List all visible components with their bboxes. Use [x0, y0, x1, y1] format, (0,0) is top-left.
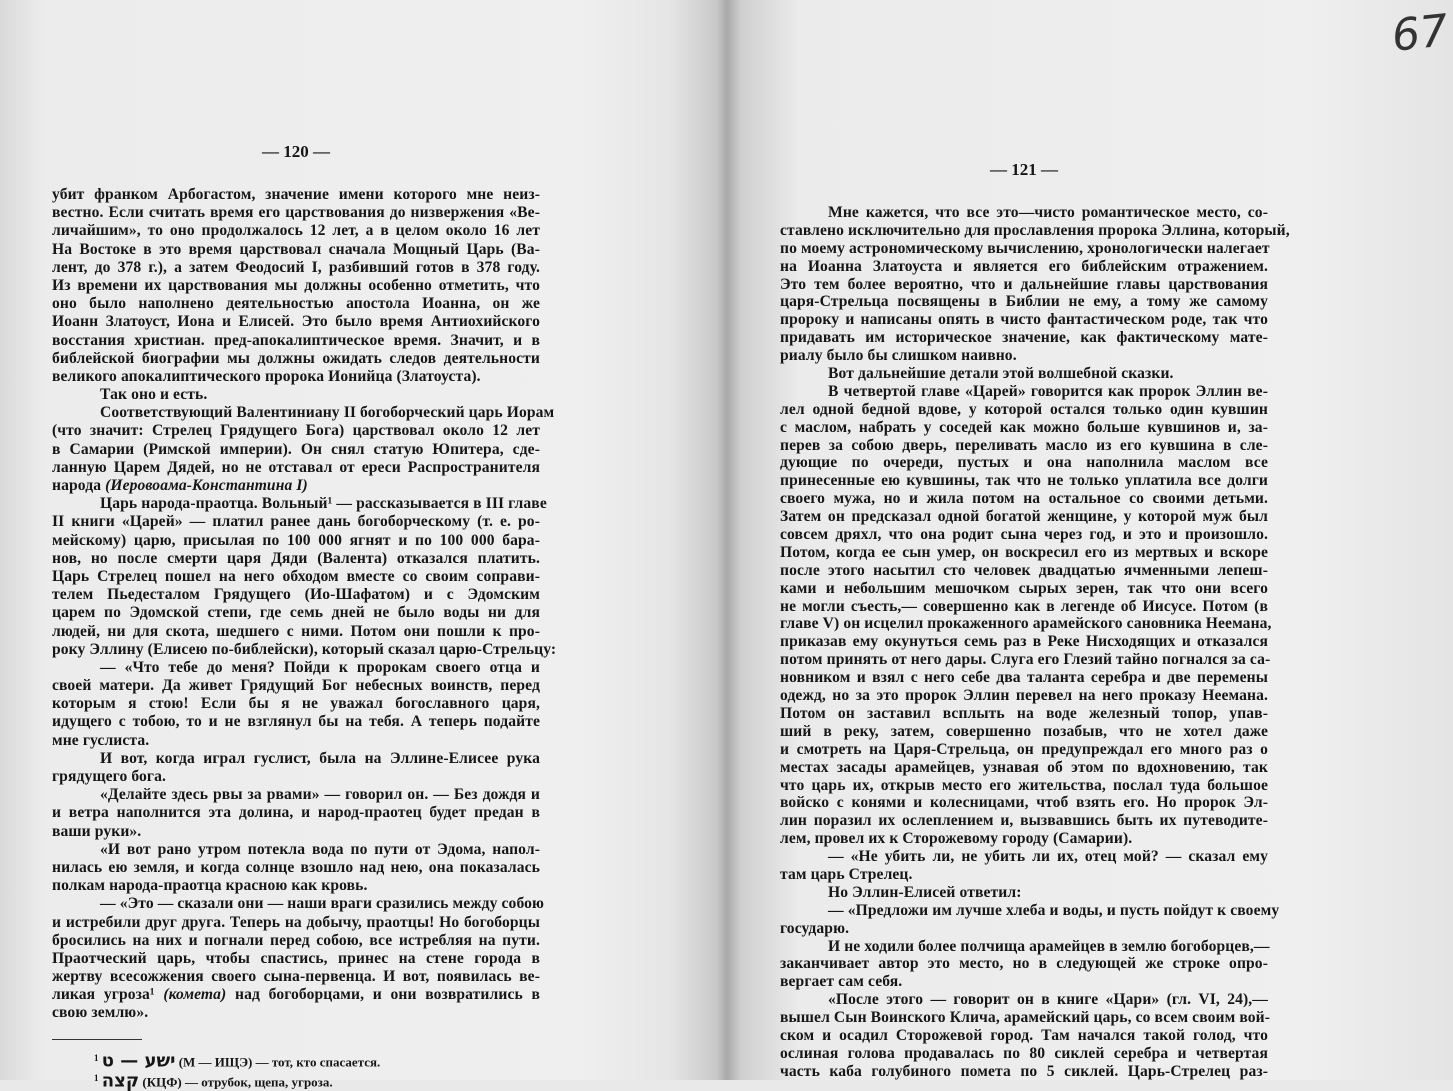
text-line: телем Пьедесталом Грядущего (Ио-Шафатом) и с Эдомским: [52, 586, 540, 604]
paragraph: [780, 848, 1268, 884]
hebrew-word: קצה: [101, 1070, 140, 1091]
paragraph: [780, 938, 1268, 992]
text-line: там царь Стрелец.: [780, 865, 913, 883]
text-line: Соответствующий Валентиниану II богоборческий царь Иорам: [100, 404, 555, 422]
text-line: свою землю».: [52, 1004, 149, 1022]
footnotes: [52, 1050, 540, 1091]
text-line: Праотческий царь, чтобы спастись, принес на стене города в: [52, 949, 540, 967]
text-line: царем по Эдомской степи, где семь дней не было воды ни для: [52, 604, 540, 622]
footnote-mark: 1: [94, 1052, 99, 1063]
text-line: своего мужа, но и жила потом на остальное со своими детьми.: [780, 490, 1268, 508]
handwritten-page-number: 67: [1389, 5, 1451, 62]
text-line: И вот, когда играл гуслист, была на Эллине-Елисее рука: [100, 749, 540, 767]
text-line: в Самарии (Римской империи). Он снял статую Юпитера, сде-: [52, 440, 540, 458]
text-line: местах засады арамейцев, узнавая об этом по вдохновению, так: [780, 758, 1268, 776]
text-line: принесенные ею кувшины, так что не только уплатила все долги: [780, 472, 1268, 490]
paragraph: [52, 841, 540, 896]
text-line: вестно. Если считать время его царствования до низвержения «Ве-: [52, 204, 540, 222]
text-line: Царь Стрелец пошел на него обходом вместе со своим соправи-: [52, 567, 540, 585]
text-line: И не ходили более полчища арамейцев в землю богоборцев,—: [828, 937, 1270, 955]
text-line: которым я стою! Если бы я не уважал богославного царя,: [52, 695, 540, 713]
text-line: Мне кажется, что все это—чисто романтическое место, со-: [828, 204, 1268, 221]
hebrew-word: ישע — ט: [101, 1049, 176, 1071]
text-line: и истребили друг друга. Теперь на добычу, праотцы! Но богоборцы: [52, 913, 540, 931]
page-number-right: — 121 —: [990, 160, 1058, 179]
paragraph: [780, 204, 1290, 365]
text-line: — «Это — сказали они — наши враги сразились между собою: [100, 895, 545, 913]
text-line: что царь их, открыв место его жительства, послал туда большое: [780, 776, 1268, 794]
text-line: перев за собою дверь, переливать масло из его кувшина в сле-: [780, 436, 1268, 454]
page-number-left: — 120 —: [262, 142, 330, 161]
right-page: [780, 158, 1290, 1081]
footnote-text: (М — ИЩЭ) — тот, кто спасается.: [175, 1053, 381, 1069]
text-line: и смотреть на Царя-Стрельца, он предупреждал его много раз о: [780, 740, 1268, 758]
text-line: вышел Сын Воинского Клича, арамейский царь, со всем своим вой-: [780, 1009, 1271, 1027]
text-line: убит франком Арбогастом, значение имени которого мне неиз-: [52, 186, 540, 203]
text-line: ланную Царем Дядей, но не отставал от ереси Распространителя: [52, 458, 540, 476]
text-line: личайшим», то оно продолжалось 12 лет, а в целом около 16 лет: [52, 222, 540, 240]
text-line: В четвертой главе «Царей» говорится как пророк Эллин ве-: [828, 382, 1268, 400]
text-line: ослиная голова продавалась по 80 сиклей серебра и четвертая: [780, 1044, 1268, 1062]
footnote-mark: 1: [94, 1072, 99, 1083]
text-line: своей матери. Да живет Грядущий Бог небесных воинств, перед: [52, 677, 540, 695]
text-line: одежд, но за это пророк Эллин перевел на него проказу Неемана.: [780, 687, 1268, 705]
text-line: заканчивает автор это место, но в следующей же строке опро-: [780, 955, 1268, 973]
text-line: бросились на них и погнали перед собою, все истребляя на пути.: [52, 931, 540, 949]
paragraph: [780, 382, 1272, 848]
text-line: Затем он предсказал одной богатой женщине, у которой муж был: [780, 508, 1268, 526]
text-line: великого апокалиптического пророка Ионийца (Златоуста).: [52, 367, 481, 385]
footnote-divider: [52, 1039, 142, 1040]
paragraph: [52, 186, 540, 386]
text-line: На Востоке в это время царствовал сначала Мощный Царь (Ва-: [52, 240, 540, 258]
text-line: и ветра наполнится эта долина, и народ-праотец будет предан в: [52, 804, 540, 822]
text-segment: над богоборцами, и они возвратились в: [226, 986, 540, 1004]
footnote: [52, 1070, 540, 1090]
text-line: лент, до 378 г.), а затем Феодосий I, разбивший готов в 378 году.: [52, 258, 540, 276]
text-line: (что значит: Стрелец Грядущего Бога) царствовал около 12 лет: [52, 422, 540, 440]
text-line: дующие по очереди, пустых и она наполнила маслом все: [780, 454, 1268, 472]
footnote-text: (КЦФ) — отрубок, щепа, угроза.: [139, 1074, 333, 1090]
paragraph: [52, 750, 540, 786]
right-page-body: [780, 204, 1290, 1081]
italic-text: (Иеровоама-Константина I): [105, 477, 308, 494]
left-page-body: [52, 186, 557, 1023]
text-line: ваши руки».: [52, 822, 142, 840]
paragraph: [780, 365, 1268, 383]
text-line: Иоанн Златоуст, Иона и Елисей. Это было время Антиохийского: [52, 313, 540, 331]
text-line: на Иоанна Златоуста и является его библейским отражением.: [780, 257, 1268, 275]
text-line: Так оно и есть.: [100, 386, 208, 404]
text-line: [52, 477, 540, 495]
text-line: грядущего бога.: [52, 768, 167, 785]
text-line: новником и взял с него себе два таланта серебра и две перемены: [780, 669, 1268, 687]
text-line: совсем дряхл, что она родит сына через год, и это и произошло.: [780, 526, 1268, 544]
text-line: Потом, когда ее сын умер, он воскресил его из мертвых и вскоре: [780, 543, 1268, 561]
text-line: року Эллину (Елисею по-библейски), который сказал царю-Стрельцу:: [52, 640, 557, 658]
text-line: — «Не убить ли, не убить ли их, отец мой? — сказал ему: [828, 848, 1268, 866]
text-line: — «Предложи им лучше хлеба и воды, и пусть пойдут к своему: [828, 901, 1280, 919]
paragraph: [52, 404, 555, 495]
paragraph: [780, 991, 1271, 1080]
text-line: риалу было бы слишком наивно.: [780, 347, 1017, 365]
text-line: Потом он заставил всплыть на воде железный топор, упав-: [780, 704, 1268, 722]
text-line: Из времени их царствования мы должны особенно отметить, что: [52, 276, 540, 294]
text-line: Царь народа-праотца. Вольный¹ — рассказывается в III главе: [100, 495, 547, 513]
text-line: людей, ни для скота, шедшего с ними. Потом они пошли к про-: [52, 622, 540, 640]
text-line: жертву всесожжения своего сына-первенца. И вот, появилась ве-: [52, 968, 540, 986]
text-line: библейской биографии мы должны ожидать следов деятельности: [52, 349, 540, 367]
italic-text: (комета): [163, 986, 227, 1004]
paragraph: [52, 495, 557, 659]
text-line: «Делайте здесь рвы за рвами» — говорил он. — Без дождя и: [100, 786, 540, 804]
text-line: войско с конями и колесницами, чтоб взять его. Но пророк Эл-: [780, 794, 1268, 812]
text-line: Это тем более вероятно, что и дальнейшие главы царствования: [780, 275, 1268, 293]
text-line: потом принять от него дары. Слуга его Глезий тайно погнался за са-: [780, 651, 1271, 669]
text-line: — «Что тебе до меня? Пойди к пророкам своего отца и: [100, 658, 540, 676]
text-line: лин поразил их ослеплением и, вызвавшись быть их путеводите-: [780, 812, 1268, 830]
text-line: государю.: [780, 919, 850, 937]
text-line: главе V) он исцелил прокаженного арамейского сановника Неемана,: [780, 615, 1272, 633]
text-line: ставлено исключительно для прославления пророка Эллина, который,: [780, 221, 1290, 239]
text-line: мне гуслиста.: [52, 731, 150, 749]
text-line: II книги «Царей» — платил ранее дань богоборческому (т. е. ро-: [52, 513, 540, 531]
text-line: часть каба голубиного помета по 5 сиклей. Царь-Стрелец раз-: [780, 1062, 1268, 1080]
text-segment: ликая угроза¹: [52, 986, 164, 1004]
text-line: полкам народа-праотца красною как кровь.: [52, 877, 368, 895]
text-line: после этого насытил сто человек двадцатью ячменными лепеш-: [780, 561, 1268, 579]
text-line: приказав ему окунуться семь раз в Реке Нисходящих и отказался: [780, 633, 1268, 651]
text-line: ском и осадил Сторожевой город. Там начался такой голод, что: [780, 1026, 1268, 1044]
text-line: ший в реку, затем, совершенно позабыв, что не хотел даже: [780, 722, 1268, 740]
paragraph: [52, 895, 545, 1022]
text-line: с маслом, набрать у соседей как можно больше кувшинов и, за-: [780, 418, 1268, 436]
paragraph: [52, 786, 540, 841]
paragraph: [780, 901, 1280, 938]
text-line: идущего с тобою, то и не взглянул бы на тебя. А теперь подайте: [52, 713, 540, 731]
text-line: [52, 986, 540, 1004]
text-line: «После этого — говорит он в книге «Цари» (гл. VI, 24),—: [828, 991, 1268, 1009]
text-line: лел одной бедной вдове, у которой остался только один кувшин: [780, 400, 1268, 418]
text-line: Вот дальнейшие детали этой волшебной сказки.: [828, 365, 1174, 383]
text-line: лем, провел их к Сторожевому городу (Самарии).: [780, 830, 1133, 848]
text-line: «И вот рано утром потекла вода по пути от Эдома, напол-: [100, 840, 540, 858]
text-line: восстания христиан. пред-апокалиптическое время. Значит, и в: [52, 331, 540, 349]
left-page: [52, 140, 557, 1091]
text-line: придавать им историческое значение, как фактическому мате-: [780, 329, 1268, 347]
text-line: ками и небольшим мешочком сырых зерен, так что они всего: [780, 579, 1268, 597]
text-line: Но Эллин-Елисей ответил:: [828, 883, 1022, 901]
text-line: по моему астрономическому вычислению, хронологически налегает: [780, 239, 1270, 257]
text-segment: народа: [52, 477, 106, 494]
text-line: нилась ею земля, и когда солнце взошло над нею, она показалась: [52, 858, 540, 876]
text-line: царя-Стрельца посвящены в Библии не ему, а тому же самому: [780, 293, 1268, 311]
text-line: мейскому) царю, присылая по 100 000 ягнят и по 100 000 бара-: [52, 531, 540, 549]
text-line: вергает сам себя.: [780, 973, 903, 991]
text-line: не могли съесть,— совершенно как в легенде об Иисусе. Потом (в: [780, 597, 1268, 615]
footnote: [52, 1050, 540, 1070]
text-line: нов, но после смерти царя Дяди (Валента) отказался платить.: [52, 549, 540, 567]
paragraph: [52, 659, 540, 750]
text-line: оно было наполнено деятельностью апостола Иоанна, он же: [52, 295, 540, 313]
paragraph: [52, 386, 540, 404]
paragraph: [780, 884, 1268, 902]
text-line: пророку и написаны опять в чисто фантастическом роде, так что: [780, 311, 1268, 329]
